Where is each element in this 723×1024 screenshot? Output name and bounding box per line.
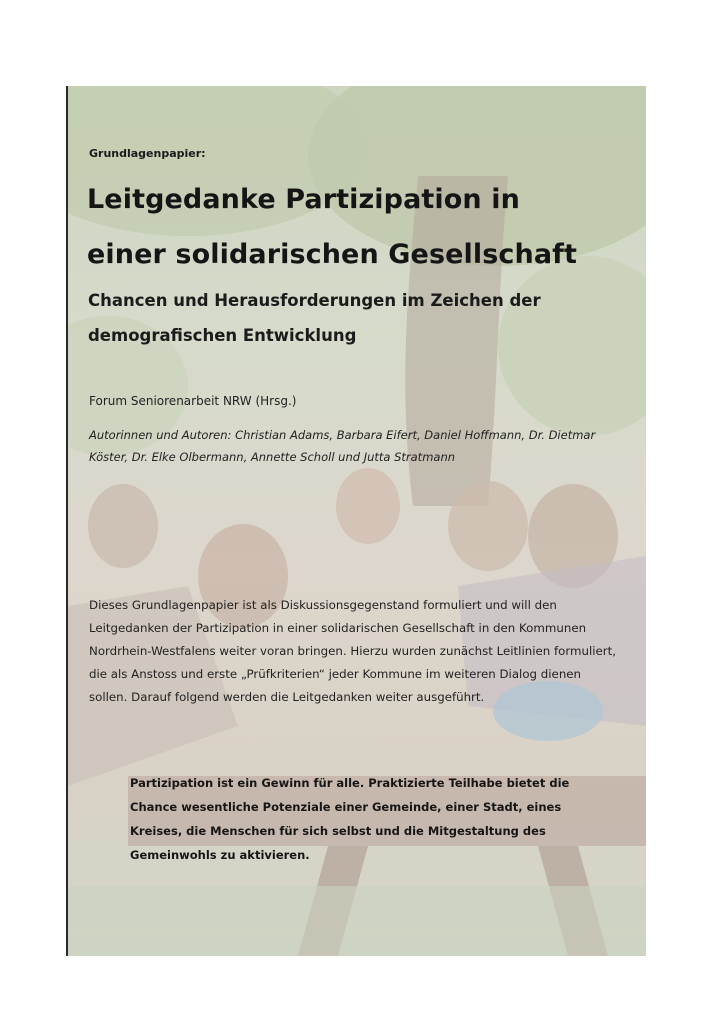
intro-paragraph [89, 594, 659, 709]
key-statement-line: Gemeinwohls zu aktivieren. [130, 848, 310, 862]
subtitle-line: Chancen und Herausforderungen im Zeichen der [88, 291, 541, 310]
document-kicker: Grundlagenpapier: [89, 147, 206, 160]
intro-line: die als Anstoss und erste „Prüfkriterien“ jeder Kommune im weiteren Dialog dienen [89, 667, 582, 681]
intro-line: Nordrhein-Westfalens weiter voran bringen. Hierzu wurden zunächst Leitlinien formuliert, [89, 644, 616, 658]
subtitle-line: demografischen Entwicklung [88, 326, 357, 345]
intro-line: sollen. Darauf folgend werden die Leitgedanken weiter ausgeführt. [89, 690, 485, 704]
title-line: einer solidarischen Gesellschaft [87, 239, 578, 270]
publisher-line: Forum Seniorenarbeit NRW (Hrsg.) [89, 394, 297, 408]
title-line: Leitgedanke Partizipation in [87, 184, 520, 215]
authors-block [89, 424, 649, 468]
authors-line: Autorinnen und Autoren: Christian Adams, Barbara Eifert, Daniel Hoffmann, Dr. Dietmar [89, 428, 596, 442]
key-statement-line: Chance wesentliche Potenziale einer Gemeinde, einer Stadt, eines [130, 800, 562, 814]
intro-line: Dieses Grundlagenpapier ist als Diskussionsgegenstand formuliert und will den [89, 598, 557, 612]
document-title [87, 172, 647, 282]
document-subtitle [88, 283, 648, 353]
intro-line: Leitgedanken der Partizipation in einer solidarischen Gesellschaft in den Kommunen [89, 621, 587, 635]
key-statement-line: Partizipation ist ein Gewinn für alle. Praktizierte Teilhabe bietet die [130, 776, 570, 790]
authors-line: Köster, Dr. Elke Olbermann, Annette Scholl und Jutta Stratmann [89, 450, 456, 464]
key-statement-line: Kreises, die Menschen für sich selbst und die Mitgestaltung des [130, 824, 546, 838]
key-statement [130, 771, 630, 867]
